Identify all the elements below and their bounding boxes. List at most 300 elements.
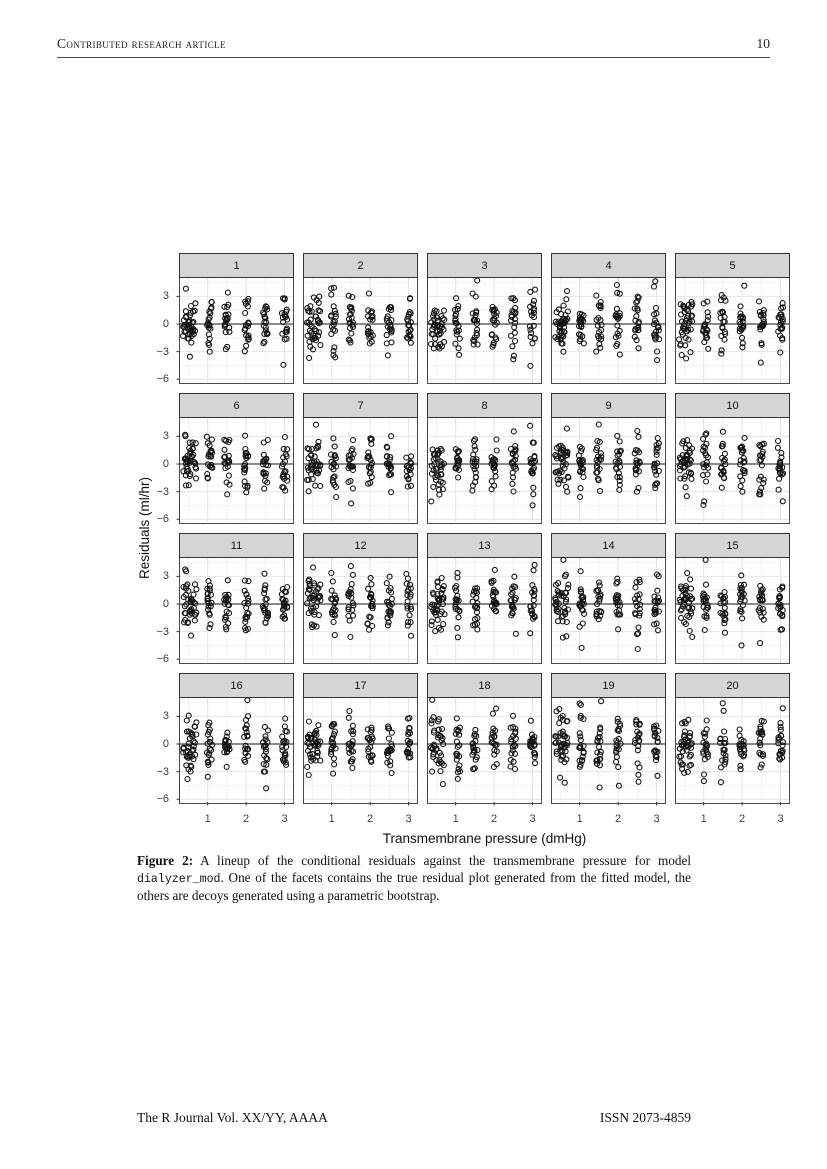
facet-12 (303, 533, 418, 664)
data-point (688, 752, 693, 757)
data-point (615, 580, 620, 585)
gridlines (428, 558, 541, 662)
data-point (386, 736, 391, 741)
x-tick-label: 2 (615, 813, 622, 825)
x-tick-label: 2 (243, 813, 250, 825)
x-axis-title: Transmembrane pressure (dmHg) (382, 831, 587, 846)
points (181, 567, 290, 638)
facet-3 (427, 253, 542, 384)
data-point (305, 765, 310, 770)
facet-strip-label: 10 (675, 393, 790, 418)
data-point (389, 596, 394, 601)
points (305, 564, 414, 640)
data-point (578, 486, 583, 491)
data-point (636, 772, 641, 777)
facet-9 (551, 393, 666, 524)
x-tick-label: 3 (405, 813, 412, 825)
data-point (635, 647, 640, 652)
residual-scatter (304, 278, 417, 382)
residual-scatter (676, 418, 789, 522)
figure-caption (137, 852, 691, 904)
data-point (688, 577, 693, 582)
facet-18 (427, 673, 542, 804)
data-point (409, 633, 414, 638)
facet-strip-label: 5 (675, 253, 790, 278)
data-point (262, 486, 267, 491)
facet-5 (675, 253, 790, 384)
data-point (316, 723, 321, 728)
facet-panel (675, 558, 790, 664)
x-tick-label: 3 (777, 813, 784, 825)
data-point (194, 587, 199, 592)
page-number: 10 (756, 36, 770, 51)
y-tick-label: 3 (162, 710, 169, 723)
data-point (689, 476, 694, 481)
residual-scatter (304, 698, 417, 802)
data-point (262, 591, 267, 596)
page-footer (137, 1110, 691, 1126)
facet-strip-label: 4 (551, 253, 666, 278)
caption-text-1: A lineup of the conditional residuals against the transmembrane pressure for model (200, 853, 691, 868)
data-point (722, 729, 727, 734)
facet-strip-label: 9 (551, 393, 666, 418)
residual-scatter (552, 278, 665, 382)
y-tick-label: 0 (162, 458, 169, 471)
data-point (225, 290, 230, 295)
data-point (719, 485, 724, 490)
y-tick-label: 3 (162, 290, 169, 303)
gridlines (304, 418, 417, 522)
facet-panel (179, 558, 294, 664)
residual-scatter (304, 418, 417, 522)
gridlines (180, 418, 293, 522)
data-point (654, 306, 659, 311)
data-point (409, 454, 414, 459)
facet-strip-label: 13 (427, 533, 542, 558)
facet-strip-label: 3 (427, 253, 542, 278)
facet-17 (303, 673, 418, 804)
data-point (183, 286, 188, 291)
x-tick-label: 3 (529, 813, 536, 825)
gridlines (552, 698, 665, 802)
gridlines (428, 278, 541, 382)
data-point (615, 433, 620, 438)
data-point (780, 499, 785, 504)
facet-panel (675, 278, 790, 384)
data-point (366, 291, 371, 296)
axis-tick-marks (177, 576, 181, 659)
data-point (189, 340, 194, 345)
facet-20 (675, 673, 790, 804)
caption-code: dialyzer_mod (137, 873, 221, 887)
points (305, 709, 413, 778)
data-point (578, 569, 583, 574)
data-point (457, 352, 462, 357)
facet-panel (179, 278, 294, 384)
data-point (598, 489, 603, 494)
data-point (653, 279, 658, 284)
axis-tick-marks (177, 296, 181, 379)
data-point (655, 588, 660, 593)
residual-scatter (676, 278, 789, 382)
data-point (704, 718, 709, 723)
data-point (561, 303, 566, 308)
data-point (222, 447, 227, 452)
residual-scatter (552, 698, 665, 802)
data-point (309, 472, 314, 477)
facet-rows (153, 253, 790, 804)
residual-scatter (676, 698, 789, 802)
data-point (225, 578, 230, 583)
facet-strip-label: 8 (427, 393, 542, 418)
points (677, 429, 785, 507)
data-point (510, 344, 515, 349)
figure-2-lineup-plot (135, 253, 790, 846)
data-point (685, 571, 690, 576)
data-point (194, 476, 199, 481)
facet-panel (303, 558, 418, 664)
data-point (280, 734, 285, 739)
facet-strip-label: 11 (179, 533, 294, 558)
page-header (57, 36, 770, 58)
gridlines (304, 698, 417, 802)
facet-1 (179, 253, 294, 384)
y-tick-label: −3 (156, 625, 169, 638)
y-tick-label: −3 (156, 765, 169, 778)
facet-panel (427, 558, 542, 664)
data-point (706, 346, 711, 351)
facet-row (153, 673, 790, 804)
data-point (652, 284, 657, 289)
data-point (183, 309, 188, 314)
facet-10 (675, 393, 790, 524)
data-point (531, 492, 536, 497)
gridlines (676, 418, 789, 522)
data-point (489, 487, 494, 492)
points (429, 697, 538, 786)
axis-tick-marks (332, 802, 409, 806)
data-point (189, 304, 194, 309)
y-tick-label: 3 (162, 570, 169, 583)
data-point (684, 494, 689, 499)
data-point (456, 615, 461, 620)
data-point (281, 446, 286, 451)
gridlines (304, 558, 417, 662)
points (181, 286, 290, 367)
data-point (348, 635, 353, 640)
footer-journal: The R Journal Vol. XX/YY, AAAA (137, 1110, 328, 1125)
data-point (705, 318, 710, 323)
data-point (318, 343, 323, 348)
data-point (690, 635, 695, 640)
points (429, 562, 538, 639)
data-point (281, 362, 286, 367)
y-tick-label: 3 (162, 430, 169, 443)
points (553, 422, 662, 499)
x-axis-gutter (153, 813, 170, 826)
facet-strip-label: 6 (179, 393, 294, 418)
data-point (578, 738, 583, 743)
facet-panel (303, 418, 418, 524)
data-point (594, 293, 599, 298)
facet-strip-label: 7 (303, 393, 418, 418)
facet-strip-label: 15 (675, 533, 790, 558)
x-tick-labels (179, 813, 294, 826)
data-point (687, 629, 692, 634)
facet-strip-label: 12 (303, 533, 418, 558)
data-point (679, 353, 684, 358)
data-point (758, 641, 763, 646)
data-point (688, 350, 693, 355)
x-axis-ticks (153, 813, 790, 826)
data-point (440, 782, 445, 787)
residual-scatter (428, 558, 541, 662)
data-point (655, 358, 660, 363)
points (677, 557, 785, 648)
data-point (242, 578, 247, 583)
facet-7 (303, 393, 418, 524)
data-point (780, 706, 785, 711)
y-axis-title: Residuals (ml/hr) (136, 477, 152, 580)
data-point (185, 777, 190, 782)
axis-tick-marks (456, 802, 533, 806)
facet-panel (551, 558, 666, 664)
axis-tick-marks (704, 802, 781, 806)
facet-15 (675, 533, 790, 664)
facet-strip-label: 18 (427, 673, 542, 698)
data-point (307, 356, 312, 361)
data-point (243, 311, 248, 316)
facet-strip-label: 17 (303, 673, 418, 698)
facet-panel (427, 278, 542, 384)
data-point (306, 773, 311, 778)
data-point (494, 437, 499, 442)
y-tick-label: −6 (156, 513, 169, 526)
x-tick-label: 2 (739, 813, 746, 825)
facet-strip-label: 19 (551, 673, 666, 698)
residual-scatter (304, 558, 417, 662)
data-point (655, 773, 660, 778)
caption-text-2: . One of the facets contains the true residual plot generated from the fitted model, the others are decoys generated using a parametric bootstrap. (137, 870, 691, 904)
data-point (531, 485, 536, 490)
x-tick-labels (427, 813, 542, 826)
facet-row (153, 253, 790, 384)
x-tick-label: 3 (653, 813, 660, 825)
facet-grid (153, 253, 790, 846)
data-point (701, 436, 706, 441)
gridlines (428, 418, 541, 522)
data-point (636, 625, 641, 630)
facet-panel (551, 278, 666, 384)
data-point (456, 346, 461, 351)
data-point (332, 444, 337, 449)
facet-19 (551, 673, 666, 804)
x-tick-label: 1 (204, 813, 211, 825)
data-point (243, 433, 248, 438)
data-point (580, 621, 585, 626)
data-point (193, 582, 198, 587)
data-point (531, 568, 536, 573)
y-axis-tick-labels (153, 393, 170, 524)
y-axis-title-column (135, 253, 153, 804)
facet-panel (427, 418, 542, 524)
data-point (405, 484, 410, 489)
facet-16 (179, 673, 294, 804)
data-point (313, 483, 318, 488)
residual-scatter (676, 558, 789, 662)
data-point (441, 622, 446, 627)
data-point (189, 633, 194, 638)
x-tick-labels (303, 813, 418, 826)
data-point (494, 762, 499, 767)
data-point (533, 761, 538, 766)
data-point (757, 299, 762, 304)
facet-6 (179, 393, 294, 524)
y-tick-label: −3 (156, 345, 169, 358)
data-point (614, 283, 619, 288)
data-point (209, 437, 214, 442)
gridlines (552, 418, 665, 522)
residual-scatter (552, 558, 665, 662)
x-tick-label: 1 (452, 813, 459, 825)
facet-14 (551, 533, 666, 664)
data-point (311, 565, 316, 570)
data-point (758, 765, 763, 770)
data-point (334, 495, 339, 500)
data-point (470, 488, 475, 493)
running-head: Contributed research article (57, 36, 226, 51)
data-point (407, 613, 412, 618)
data-point (384, 581, 389, 586)
facet-row (153, 393, 790, 524)
data-point (737, 727, 742, 732)
y-tick-label: −6 (156, 653, 169, 666)
axis-tick-marks (177, 436, 181, 519)
data-point (429, 499, 434, 504)
facet-4 (551, 253, 666, 384)
facet-strip-label: 20 (675, 673, 790, 698)
data-point (683, 485, 688, 490)
residual-scatter (180, 558, 293, 662)
data-point (704, 582, 709, 587)
data-point (561, 557, 566, 562)
data-point (508, 764, 513, 769)
y-tick-label: −6 (156, 793, 169, 806)
data-point (330, 579, 335, 584)
data-point (206, 579, 211, 584)
y-tick-label: 0 (162, 738, 169, 751)
facet-panel (303, 698, 418, 804)
y-axis-tick-labels (153, 533, 170, 664)
data-point (511, 429, 516, 434)
gridlines (552, 558, 665, 662)
data-point (192, 618, 197, 623)
data-point (430, 697, 435, 702)
x-tick-label: 3 (281, 813, 288, 825)
data-point (558, 775, 563, 780)
data-point (492, 567, 497, 572)
facet-11 (179, 533, 294, 664)
data-point (721, 708, 726, 713)
facet-panel (179, 698, 294, 804)
x-tick-labels (675, 813, 790, 826)
footer-issn: ISSN 2073-4859 (599, 1110, 691, 1125)
data-point (384, 341, 389, 346)
facet-panel (303, 278, 418, 384)
data-point (285, 585, 290, 590)
data-point (332, 762, 337, 767)
x-tick-label: 2 (491, 813, 498, 825)
data-point (510, 481, 515, 486)
data-point (564, 426, 569, 431)
x-tick-labels (551, 813, 666, 826)
facet-panel (675, 418, 790, 524)
residual-scatter (552, 418, 665, 522)
data-point (349, 331, 354, 336)
y-axis-tick-labels (153, 673, 170, 804)
gridlines (552, 278, 665, 382)
y-tick-label: −6 (156, 373, 169, 386)
facet-panel (551, 698, 666, 804)
data-point (562, 780, 567, 785)
data-point (704, 479, 709, 484)
data-point (775, 445, 780, 450)
data-point (636, 346, 641, 351)
data-point (739, 573, 744, 578)
residual-scatter (428, 418, 541, 522)
facet-8 (427, 393, 542, 524)
figure-label: Figure 2: (137, 853, 194, 868)
data-point (318, 484, 323, 489)
facet-panel (675, 698, 790, 804)
data-point (332, 633, 337, 638)
data-point (490, 711, 495, 716)
x-tick-label: 1 (700, 813, 707, 825)
data-point (349, 582, 354, 587)
data-point (776, 439, 781, 444)
gridlines (180, 698, 293, 802)
y-axis-tick-labels (153, 253, 170, 384)
residual-scatter (180, 698, 293, 802)
data-point (437, 492, 442, 497)
axis-tick-marks (580, 802, 657, 806)
x-tick-label: 1 (576, 813, 583, 825)
facet-13 (427, 533, 542, 664)
data-point (191, 592, 196, 597)
y-tick-label: 0 (162, 318, 169, 331)
residual-scatter (428, 698, 541, 802)
data-point (262, 571, 267, 576)
data-point (758, 360, 763, 365)
x-tick-label: 1 (328, 813, 335, 825)
facet-panel (551, 418, 666, 524)
facet-strip-label: 1 (179, 253, 294, 278)
facet-2 (303, 253, 418, 384)
data-point (264, 786, 269, 791)
data-point (636, 779, 641, 784)
facet-panel (179, 418, 294, 524)
y-tick-label: −3 (156, 485, 169, 498)
data-point (431, 484, 436, 489)
x-tick-label: 2 (367, 813, 374, 825)
data-point (306, 719, 311, 724)
residual-scatter (428, 278, 541, 382)
data-point (528, 423, 533, 428)
data-point (564, 297, 569, 302)
data-point (457, 732, 462, 737)
facet-strip-label: 16 (179, 673, 294, 698)
data-point (565, 289, 570, 294)
